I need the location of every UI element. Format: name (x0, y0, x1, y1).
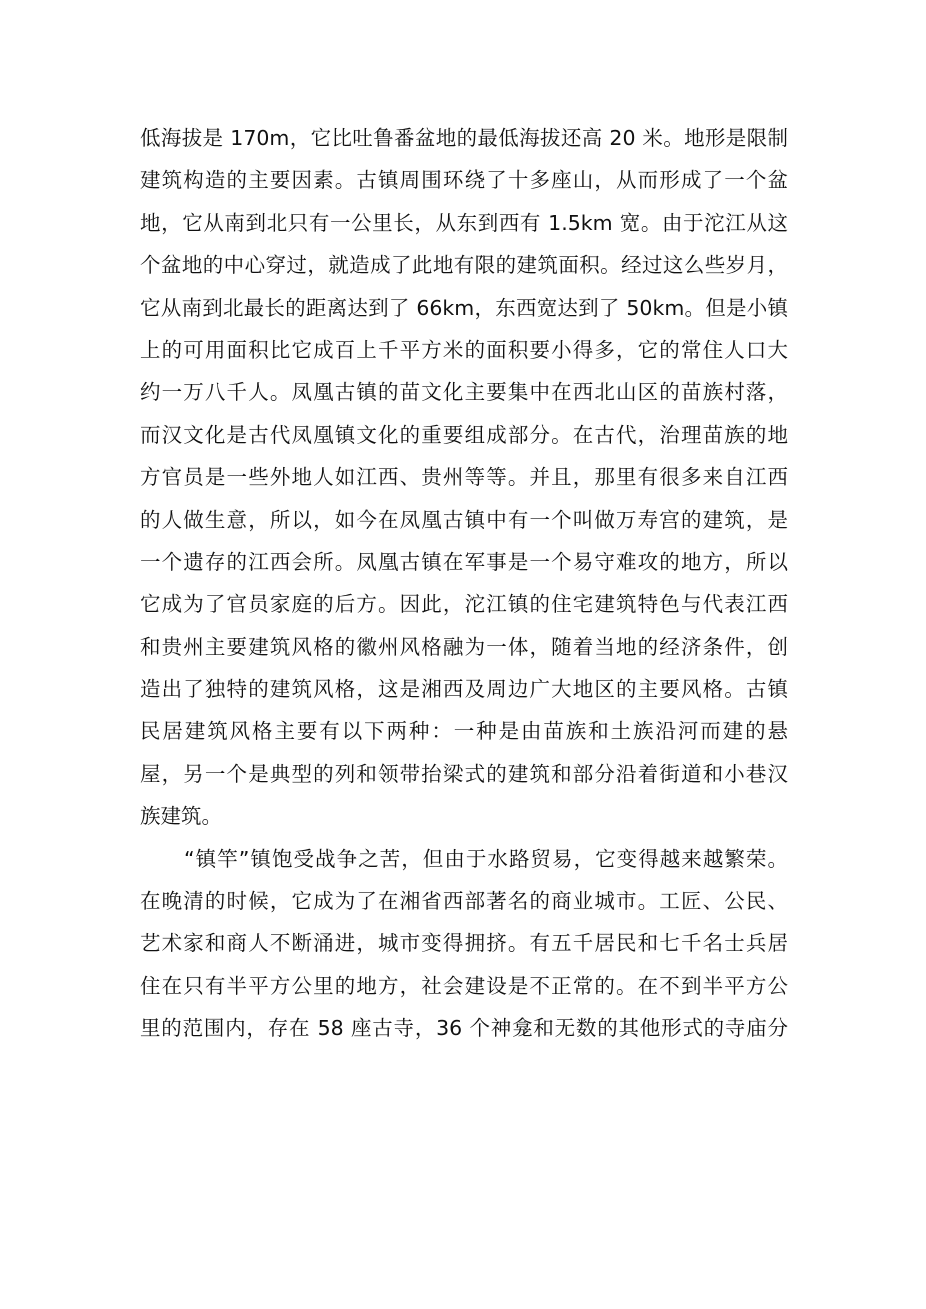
text-line: 住在只有半平方公里的地方，社会建设是不正常的。在不到半平方公 (140, 973, 788, 998)
text-line: 它成为了官员家庭的后方。因此，沱江镇的住宅建筑特色与代表江西 (140, 592, 788, 617)
body-text (140, 117, 788, 1050)
text-line: 建筑构造的主要因素。古镇周围环绕了十多座山，从而形成了一个盆 (140, 168, 788, 193)
text-line: 个盆地的中心穿过，就造成了此地有限的建筑面积。经过这么些岁月， (140, 253, 788, 278)
text-line: 民居建筑风格主要有以下两种：一种是由苗族和土族沿河而建的悬 (140, 719, 788, 744)
text-line: 族建筑。 (140, 804, 222, 829)
text-line: 艺术家和商人不断涌进，城市变得拥挤。有五千居民和七千名士兵居 (140, 931, 788, 956)
text-line: 和贵州主要建筑风格的徽州风格融为一体，随着当地的经济条件，创 (140, 634, 788, 659)
text-line: 造出了独特的建筑风格，这是湘西及周边广大地区的主要风格。古镇 (140, 677, 788, 702)
text-line: 屋，另一个是典型的列和领带抬梁式的建筑和部分沿着街道和小巷汉 (140, 761, 788, 786)
paragraph-2 (140, 838, 788, 1050)
text-line: 低海拔是 170m，它比吐鲁番盆地的最低海拔还高 20 米。地形是限制 (140, 126, 788, 150)
text-line: 的人做生意，所以，如今在凤凰古镇中有一个叫做万寿宫的建筑，是 (140, 507, 788, 532)
text-line: 而汉文化是古代凤凰镇文化的重要组成部分。在古代，治理苗族的地 (140, 422, 788, 447)
text-line: 在晚清的时候，它成为了在湘省西部著名的商业城市。工匠、公民、 (140, 889, 788, 914)
text-line: 地，它从南到北只有一公里长，从东到西有 1.5km 宽。由于沱江从这 (140, 210, 788, 235)
text-line: 里的范围内，存在 58 座古寺，36 个神龛和无数的其他形式的寺庙分 (140, 1016, 788, 1041)
text-line: 它从南到北最长的距离达到了 66km，东西宽达到了 50km。但是小镇 (140, 295, 788, 320)
text-line: 约一万八千人。凤凰古镇的苗文化主要集中在西北山区的苗族村落， (140, 380, 788, 405)
text-line: 上的可用面积比它成百上千平方米的面积要小得多，它的常住人口大 (140, 337, 788, 362)
text-line: “镇竿”镇饱受战争之苦，但由于水路贸易，它变得越来越繁荣。 (184, 846, 788, 871)
paragraph-1 (140, 117, 788, 838)
text-line: 一个遗存的江西会所。凤凰古镇在军事是一个易守难攻的地方，所以 (140, 549, 788, 574)
text-line: 方官员是一些外地人如江西、贵州等等。并且，那里有很多来自江西 (140, 465, 788, 490)
